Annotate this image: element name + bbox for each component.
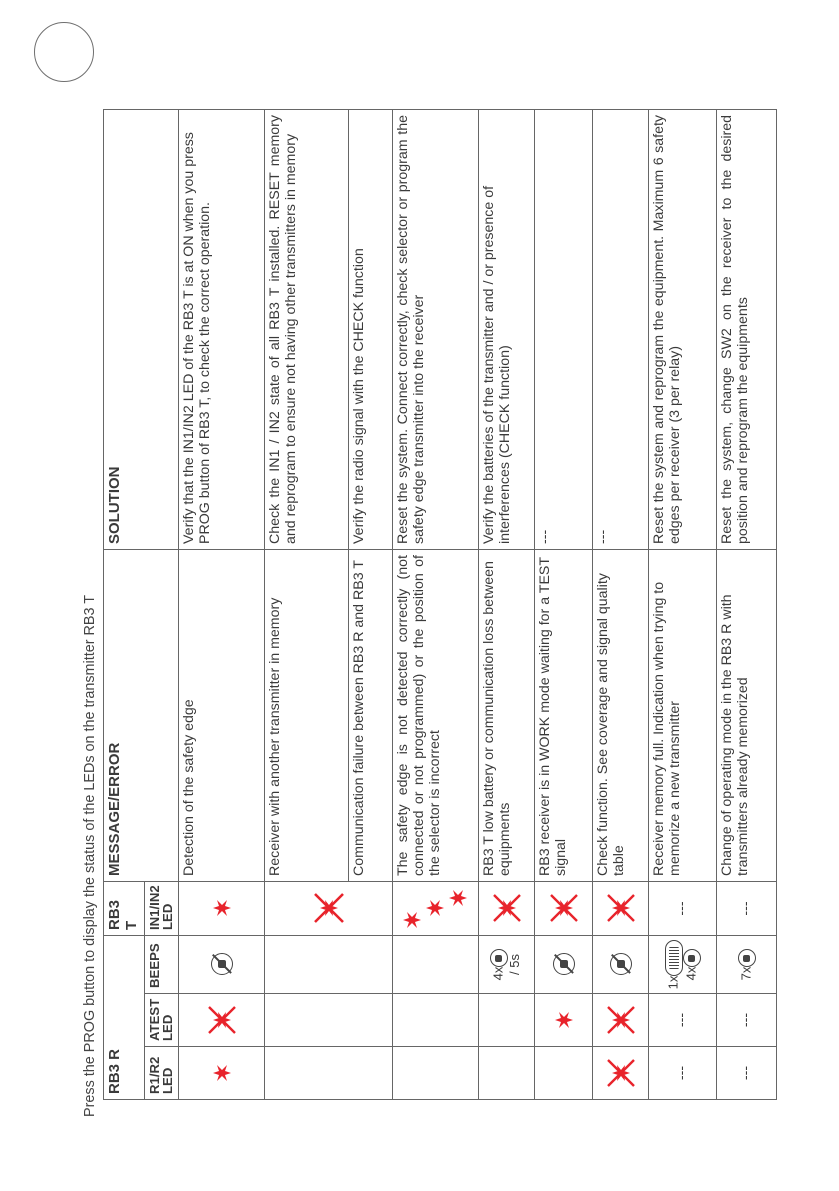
beep-count: 7x	[738, 966, 754, 981]
beep-icon	[738, 949, 756, 967]
in1in2-led-cell	[393, 882, 479, 936]
message-cell: Detection of the safety edge	[179, 550, 265, 882]
beeps-cell	[593, 936, 649, 994]
led-blink-icon	[206, 1004, 238, 1036]
r1r2-led-cell	[393, 1047, 479, 1100]
header-message: MESSAGE/ERROR	[104, 550, 179, 882]
atest-led-cell	[393, 994, 479, 1047]
in1in2-led-cell	[535, 882, 593, 936]
atest-led-cell	[535, 994, 593, 1047]
table-row	[593, 110, 649, 1100]
message-cell: Check function. See coverage and signal quality table	[593, 550, 649, 882]
led-blink-icon	[605, 1004, 637, 1036]
r1r2-led-cell	[479, 1047, 535, 1100]
beep-period: / 5s	[506, 954, 522, 975]
in1in2-led-cell: ---	[717, 882, 777, 936]
header-beeps: BEEPS	[144, 936, 179, 994]
solution-cell: Reset the system and reprogram the equipment. Maximum 6 safety edges per receiver (3 per relay)	[649, 110, 717, 550]
led-blink-icon	[548, 893, 580, 925]
beep-icon	[683, 949, 701, 967]
no-beep-icon	[211, 954, 233, 976]
r1r2-led-cell	[179, 1047, 265, 1100]
no-beep-icon	[553, 954, 575, 976]
header-rb3r: RB3 R	[104, 936, 145, 1100]
beep-icon	[490, 949, 508, 967]
header-in1in2-led: IN1/IN2 LED	[144, 882, 179, 936]
no-beep-icon	[610, 954, 632, 976]
in1in2-led-cell	[479, 882, 535, 936]
table-row	[265, 110, 349, 1100]
corner-circle-mark	[34, 22, 94, 82]
solution-cell: Reset the system. Connect correctly, check selector or program the safety edge transmitter into the receiver	[393, 110, 479, 550]
atest-led-cell: ---	[717, 994, 777, 1047]
table-row	[535, 110, 593, 1100]
beep-count: 4x	[683, 966, 699, 981]
message-cell: RB3 receiver is in WORK mode waiting for a TEST signal	[535, 550, 593, 882]
header-solution: SOLUTION	[104, 110, 179, 550]
table-row	[179, 110, 265, 1100]
led-blink-icon	[605, 893, 637, 925]
beeps-cell	[717, 936, 777, 994]
status-table-rotated	[103, 110, 831, 1100]
table-row	[649, 110, 717, 1100]
solution-cell: Verify that the IN1/IN2 LED of the RB3 T is at ON when you press PROG button of RB3 T, to check the correct operation.	[179, 110, 265, 550]
header-row-top	[104, 110, 145, 1100]
solution-cell: Verify the batteries of the transmitter and / or presence of interferences (CHECK function)	[479, 110, 535, 550]
led-sequence-icon	[401, 887, 471, 931]
atest-led-cell	[479, 994, 535, 1047]
status-table	[103, 109, 777, 1100]
atest-led-cell	[179, 994, 265, 1047]
solution-cell: ---	[535, 110, 593, 550]
table-row	[479, 110, 535, 1100]
beep-count: 4x	[490, 966, 506, 981]
solution-cell: Verify the radio signal with the CHECK function	[349, 110, 393, 550]
header-atest-led: ATEST LED	[144, 994, 179, 1047]
in1in2-led-cell: ---	[649, 882, 717, 936]
led-on-icon	[212, 899, 232, 919]
message-cell: The safety edge is not detected correctly (not connected or not programmed) or the position of the selector is incorrect	[393, 550, 479, 882]
r1r2-led-cell	[593, 1047, 649, 1100]
beeps-cell	[535, 936, 593, 994]
r1r2-led-cell	[535, 1047, 593, 1100]
led-blink-icon	[312, 892, 346, 926]
message-cell: RB3 T low battery or communication loss between equipments	[479, 550, 535, 882]
solution-cell: ---	[593, 110, 649, 550]
led-blink-icon	[605, 1057, 637, 1089]
atest-led-cell	[593, 994, 649, 1047]
table-row	[393, 110, 479, 1100]
message-cell: Communication failure between RB3 R and RB3 T	[349, 550, 393, 882]
beep-count: 1x	[665, 975, 681, 990]
message-cell: Receiver with another transmitter in memory	[265, 550, 349, 882]
long-beep-icon	[665, 940, 683, 976]
header-r1r2-led: R1/R2 LED	[144, 1047, 179, 1100]
solution-cell: Check the IN1 / IN2 state of all RB3 T installed. RESET memory and reprogram to ensure not having other transmitters in memory	[265, 110, 349, 550]
beeps-cell	[265, 936, 393, 994]
beeps-cell	[649, 936, 717, 994]
table-row	[717, 110, 777, 1100]
led-blink-icon	[491, 893, 523, 925]
page-caption: Press the PROG button to display the status of the LEDs on the transmitter RB3 T	[82, 594, 98, 1117]
message-cell: Change of operating mode in the RB3 R with transmitters already memorized	[717, 550, 777, 882]
beeps-cell	[393, 936, 479, 994]
r1r2-led-cell: ---	[649, 1047, 717, 1100]
r1r2-led-cell: ---	[717, 1047, 777, 1100]
in1in2-led-cell	[593, 882, 649, 936]
solution-cell: Reset the system, change SW2 on the receiver to the desired position and reprogram the equipments	[717, 110, 777, 550]
in1in2-led-cell	[179, 882, 265, 936]
led-on-icon	[554, 1010, 574, 1030]
led-on-icon	[212, 1063, 232, 1083]
beeps-cell	[479, 936, 535, 994]
message-cell: Receiver memory full. Indication when trying to memorize a new transmitter	[649, 550, 717, 882]
r1r2-led-cell	[265, 1047, 393, 1100]
header-rb3t: RB3 T	[104, 882, 145, 936]
atest-led-cell: ---	[649, 994, 717, 1047]
beeps-cell	[179, 936, 265, 994]
in1in2-led-cell	[265, 882, 393, 936]
atest-led-cell	[265, 994, 393, 1047]
